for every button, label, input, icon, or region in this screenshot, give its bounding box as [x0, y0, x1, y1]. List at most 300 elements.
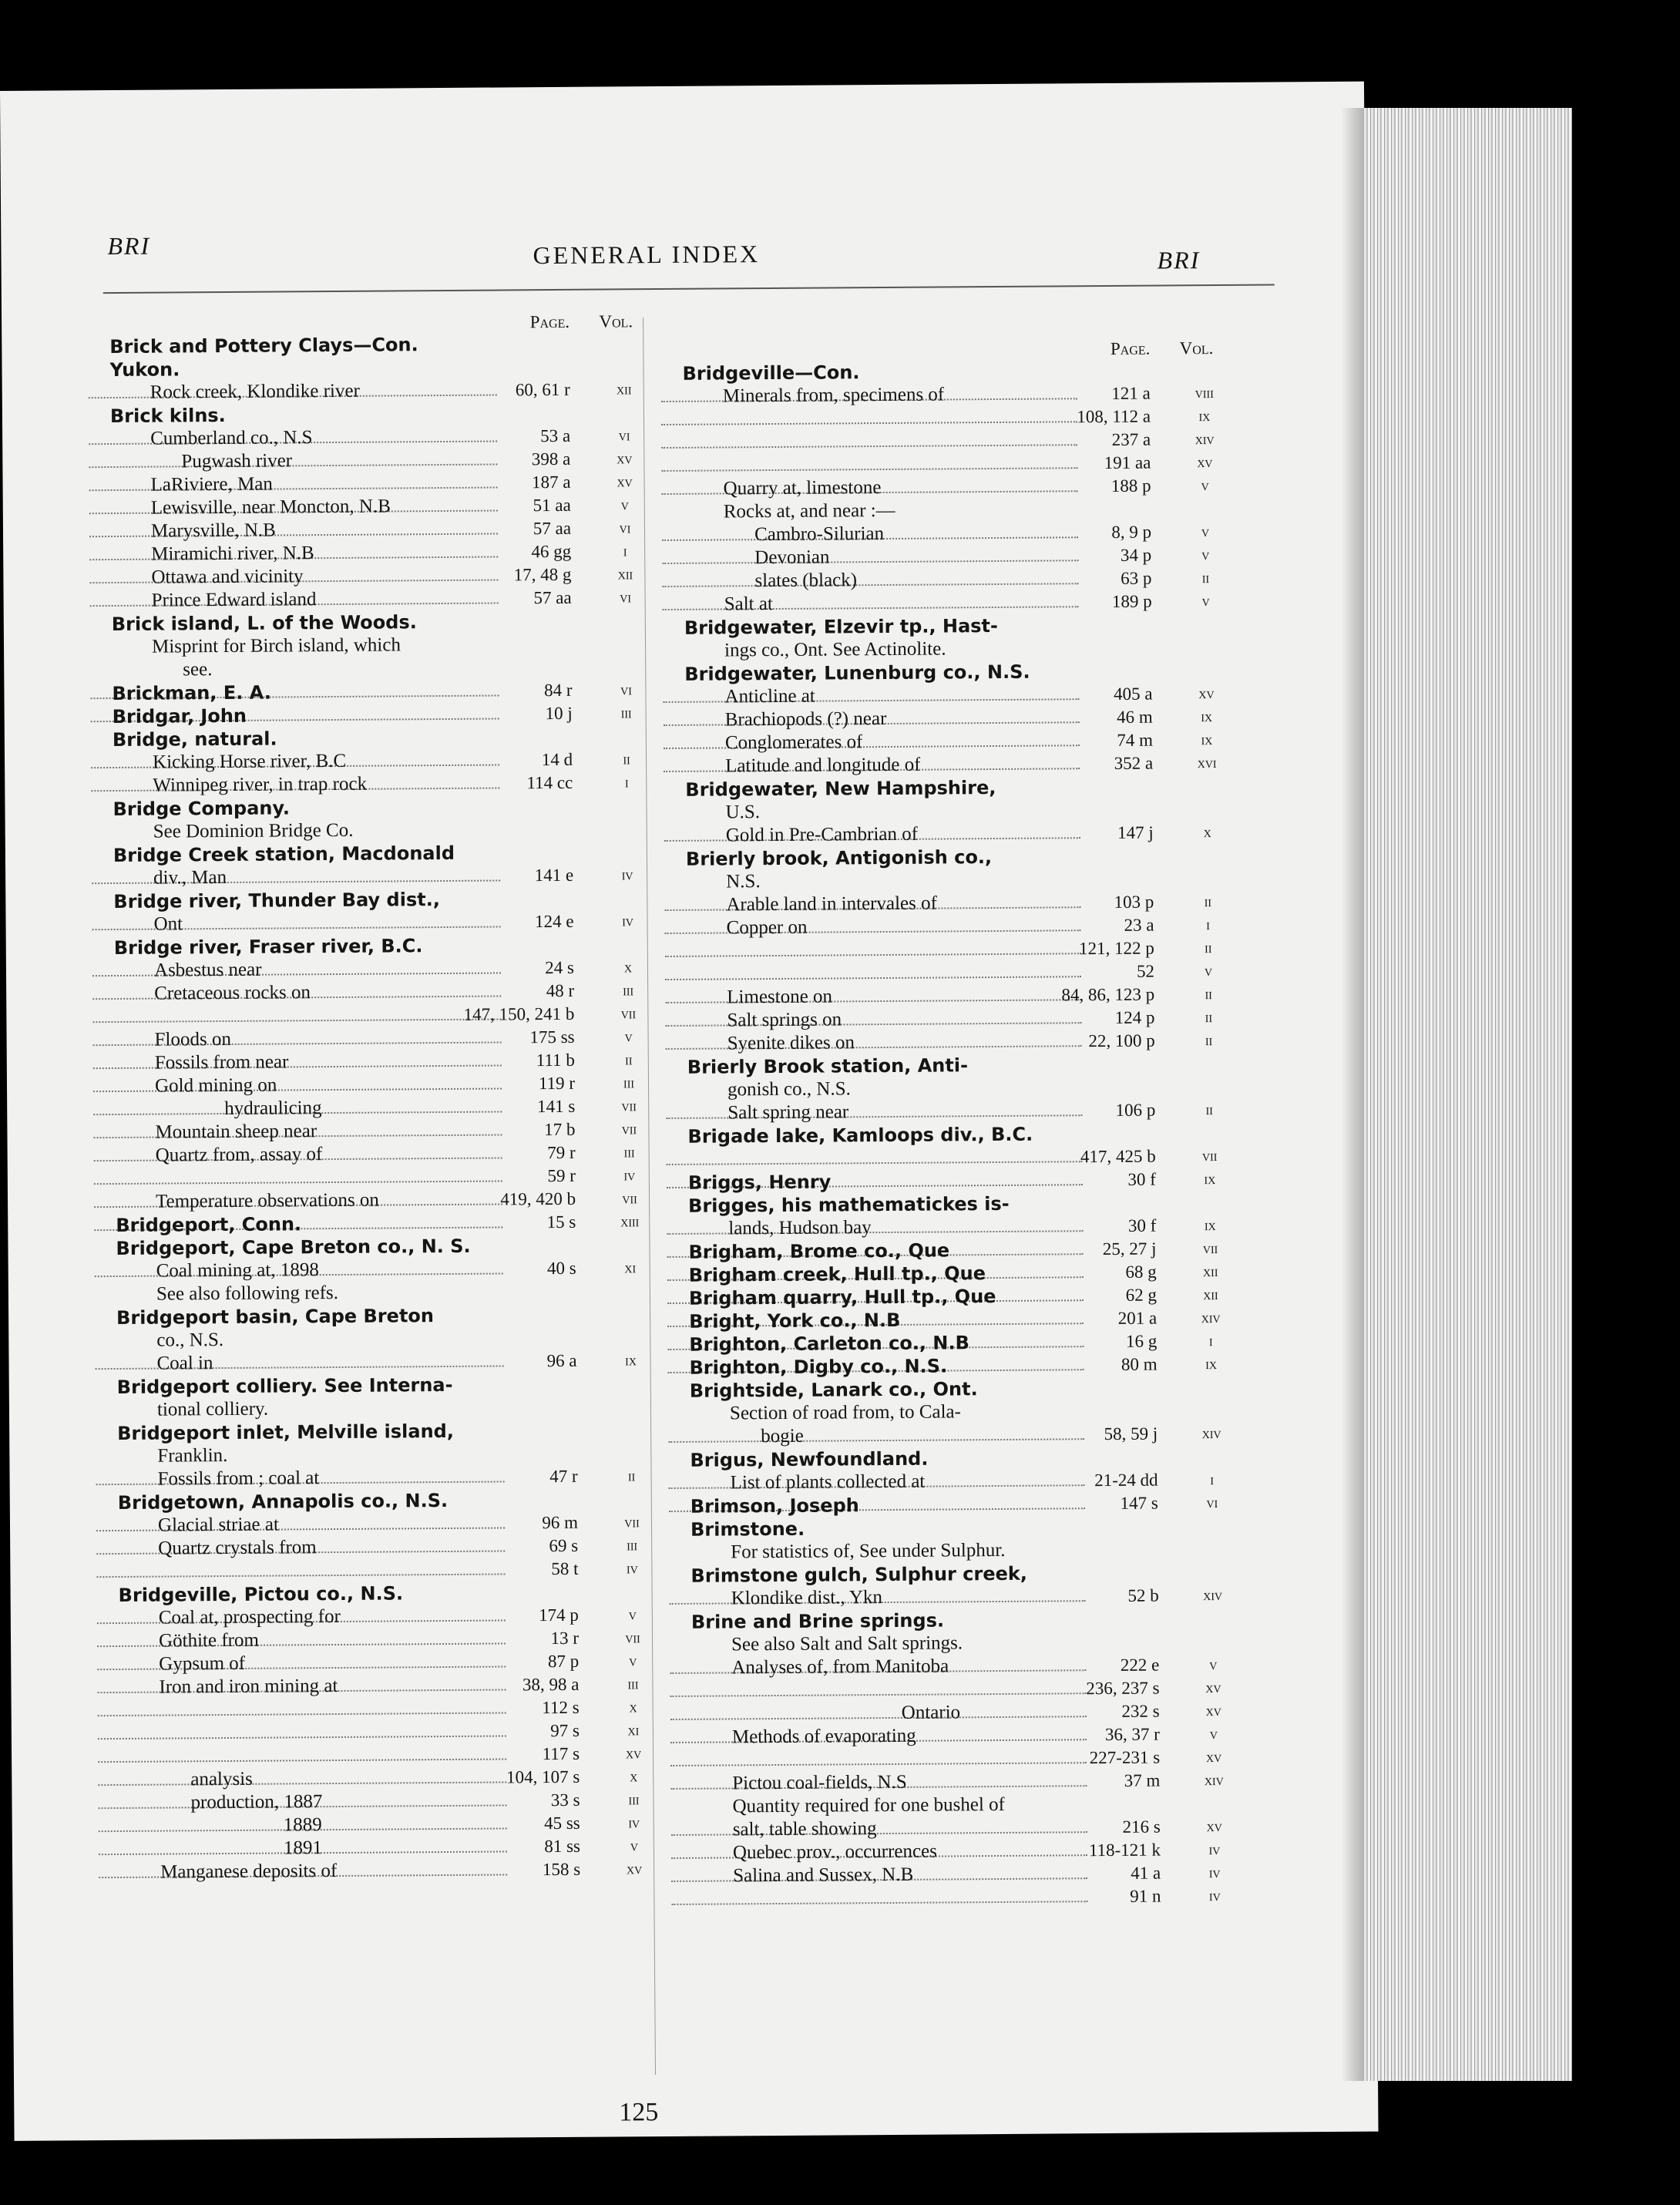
index-entries-left [88, 331, 657, 1884]
entry-page-ref: 84 r [543, 680, 573, 701]
entry-text: Brigges, his mathematickes is- [688, 1192, 1010, 1217]
entry-volume: x [623, 959, 633, 976]
entry-text: Brickman, E. A. [112, 681, 271, 705]
entry-page-ref: 80 m [1121, 1354, 1158, 1374]
entry-text: Section of road from, to Cala- [729, 1401, 962, 1424]
entry-page-ref: 16 g [1126, 1331, 1158, 1351]
entry-volume: ii [1204, 893, 1212, 911]
entry-page-ref: 22, 100 p [1088, 1030, 1155, 1051]
entry-page-ref: 57 aa [533, 518, 572, 539]
entry-text: Manganese deposits of [160, 1860, 338, 1883]
entry-text: Bridge river, Fraser river, B.C. [113, 935, 423, 959]
entry-text: Kicking Horse river, B.C [152, 750, 347, 773]
entry-text: gonish co., N.S. [727, 1078, 851, 1101]
entry-volume: vii [1202, 1240, 1218, 1258]
dot-leader [665, 953, 1081, 957]
entry-volume: ii [1205, 1009, 1213, 1027]
entry-page-ref: 158 s [542, 1859, 581, 1880]
dot-leader [98, 1758, 506, 1763]
entry-text: Brigham, Brome co., Que [688, 1239, 950, 1263]
entry-text: Lewisville, near Moncton, N.B [150, 496, 391, 519]
entry-text: Winnipeg river, in trap rock [153, 773, 368, 796]
entry-page-ref: 36, 37 r [1104, 1724, 1161, 1745]
entry-page-ref: 187 a [532, 472, 571, 492]
entry-volume: ix [1204, 1171, 1216, 1188]
entry-text: Miramichi river, N.B [151, 543, 314, 565]
entry-page-ref: 87 p [547, 1651, 580, 1672]
entry-page-ref: 174 p [538, 1605, 579, 1625]
entry-text: List of plants collected at [730, 1471, 926, 1494]
entry-text: Pictou coal-fields, N.S [732, 1771, 907, 1794]
entry-page-ref: 236, 237 s [1086, 1678, 1160, 1699]
entry-text: Bridgeville, Pictou co., N.S. [118, 1582, 404, 1606]
dot-leader [667, 1161, 1083, 1165]
entry-volume: vii [624, 1514, 640, 1531]
entry-text: Brigade lake, Kamloops div., B.C. [687, 1123, 1033, 1148]
entry-page-ref: 57 aa [533, 587, 572, 608]
entry-page-ref: 227-231 s [1089, 1747, 1161, 1768]
entry-page-ref: 419, 420 b [500, 1188, 576, 1209]
entry-text: Syenite dikes on [727, 1032, 855, 1054]
index-entries-right [660, 358, 1238, 1911]
entry-page-ref: 69 s [549, 1535, 579, 1556]
entry-volume: xv [1197, 454, 1213, 472]
entry-text: slates (black) [754, 570, 858, 592]
entry-text: Bridgeport colliery. See Interna- [116, 1373, 453, 1398]
entry-volume: iv [621, 866, 633, 884]
running-head-left: BRI [107, 231, 151, 260]
entry-volume: xiii [620, 1213, 640, 1231]
dot-leader [92, 1018, 501, 1023]
entry-text: production, 1887 [190, 1791, 323, 1813]
entry-text: LaRiviere, Man [150, 473, 273, 496]
entry-volume: xv [1198, 685, 1215, 703]
entry-text: Brigham creek, Hull tp., Que [688, 1262, 986, 1286]
entry-text: Quebec prov., occurrences [732, 1840, 937, 1864]
entry-page-ref: 121 a [1111, 383, 1151, 403]
index-entry [99, 1857, 657, 1884]
entry-volume: ix [1205, 1356, 1218, 1373]
entry-text: Quarry at, limestone [723, 477, 882, 499]
entry-text: Copper on [726, 916, 808, 939]
entry-page-ref: 188 p [1110, 476, 1151, 496]
entry-volume: v [629, 1652, 637, 1670]
entry-volume: vii [622, 1190, 637, 1208]
entry-volume: vii [625, 1629, 640, 1647]
entry-text: Rocks at, and near :— [723, 499, 895, 523]
entry-text: See also Salt and Salt springs. [731, 1632, 963, 1655]
entry-page-ref: 191 aa [1104, 452, 1151, 473]
entry-volume: xii [1203, 1286, 1218, 1304]
entry-text: Bridgetown, Annapolis co., N.S. [117, 1489, 449, 1514]
entry-page-ref: 63 p [1121, 568, 1152, 588]
entry-text: Brachiopods (?) near [724, 708, 887, 731]
vol-heading: Vol. [599, 311, 633, 331]
entry-text: See Dominion Bridge Co. [153, 819, 354, 842]
entry-text: 1889 [283, 1814, 322, 1836]
entry-volume: vi [619, 519, 631, 537]
entry-volume: ii [1205, 939, 1212, 957]
entry-volume: ix [1204, 1217, 1216, 1235]
entry-page-ref: 40 s [546, 1258, 576, 1279]
entry-page-ref: 417, 425 b [1080, 1146, 1156, 1167]
entry-text: See also following refs. [156, 1282, 339, 1305]
entry-text: Brierly Brook station, Anti- [687, 1054, 969, 1078]
entry-page-ref: 81 ss [544, 1836, 581, 1857]
entry-text: Latitude and longitude of [725, 754, 921, 777]
book-page-edges [1364, 108, 1572, 2081]
entry-page-ref: 46 m [1116, 707, 1153, 727]
running-head-title: GENERAL INDEX [533, 240, 761, 270]
entry-page-ref: 60, 61 r [515, 379, 570, 400]
entry-text: 1891 [283, 1837, 323, 1859]
entry-page-ref: 46 gg [531, 541, 572, 562]
entry-text: Bridgeville—Con. [682, 361, 860, 385]
entry-page-ref: 237 a [1111, 429, 1151, 449]
entry-page-ref: 15 s [546, 1212, 576, 1232]
entry-text: Brigus, Newfoundland. [690, 1447, 929, 1471]
entry-text: Gypsum of [159, 1652, 246, 1675]
dot-leader [670, 1762, 1087, 1766]
book-page [0, 82, 1379, 2141]
entry-text: Devonian [754, 546, 830, 569]
entry-text: co., N.S. [156, 1329, 224, 1351]
entry-text: ings co., Ont. See Actinolite. [724, 638, 946, 661]
entry-page-ref: 38, 98 a [522, 1674, 580, 1695]
entry-text: Arable land in intervales of [726, 892, 937, 916]
entry-text: Brierly brook, Antigonish co., [685, 846, 993, 870]
entry-volume: iii [628, 1791, 640, 1809]
entry-volume: xv [1205, 1748, 1222, 1766]
entry-page-ref: 23 a [1124, 915, 1154, 935]
entry-page-ref: 17, 48 g [513, 564, 572, 585]
entry-text: lands, Hudson bay [728, 1217, 872, 1239]
entry-volume: xiv [1203, 1586, 1223, 1605]
vol-heading: Vol. [1179, 338, 1214, 358]
entry-volume: xiv [1201, 1424, 1221, 1443]
entry-page-ref: 108, 112 a [1077, 406, 1151, 427]
entry-text: Bridgeport, Conn. [116, 1213, 302, 1236]
entry-text: Bridgeport basin, Cape Breton [116, 1305, 435, 1329]
entry-page-ref: 119 r [538, 1073, 576, 1094]
entry-volume: xvi [1197, 755, 1217, 772]
entry-text: Mountain sheep near [155, 1121, 318, 1143]
entry-volume: vi [618, 427, 630, 445]
entry-volume: ii [1205, 1032, 1213, 1050]
entry-volume: i [1210, 1471, 1215, 1489]
entry-page-ref: 33 s [550, 1790, 580, 1810]
entry-volume: vii [1201, 1148, 1218, 1165]
entry-page-ref: 10 j [545, 703, 573, 724]
entry-page-ref: 79 r [547, 1142, 576, 1163]
entry-volume: ix [1201, 731, 1213, 749]
dot-leader [665, 976, 1081, 980]
dot-leader [94, 1180, 502, 1185]
entry-text: Bridgar, John [112, 704, 247, 728]
entry-volume: v [624, 1028, 633, 1046]
entry-text: Methods of evaporating [731, 1725, 916, 1748]
entry-text: Cretaceous rocks on [154, 982, 311, 1004]
entry-volume: viii [1194, 385, 1214, 402]
entry-text: Bridgeport inlet, Melville island, [117, 1420, 455, 1444]
entry-page-ref: 147 j [1117, 822, 1154, 842]
entry-text: Rock creek, Klondike river [150, 380, 360, 403]
entry-volume: vii [621, 1121, 637, 1138]
entry-volume: x [629, 1699, 637, 1716]
entry-page-ref: 121, 122 p [1078, 938, 1154, 959]
entry-volume: xv [625, 1745, 642, 1763]
entry-text: Quartz crystals from [158, 1537, 317, 1559]
dot-leader [98, 1781, 506, 1786]
entry-text: Bridge Creek station, Macdonald [113, 842, 455, 866]
entry-page-ref: 405 a [1113, 684, 1153, 704]
entry-page-ref: 141 s [536, 1096, 576, 1117]
entry-text: Bridgewater, Elzevir tp., Hast- [684, 614, 999, 639]
entry-volume: v [1209, 1726, 1218, 1743]
entry-text: Brick island, L. of the Woods. [111, 611, 417, 636]
entry-volume: v [1201, 477, 1209, 495]
entry-text: Brimson, Joseph [690, 1494, 859, 1518]
entry-volume: iv [1208, 1841, 1221, 1859]
entry-text: Salt springs on [727, 1009, 842, 1031]
entry-page-ref: 112 s [542, 1697, 580, 1718]
entry-text: Glacial striae at [157, 1514, 279, 1536]
entry-volume: iii [627, 1676, 639, 1693]
entry-volume: iv [1208, 1864, 1221, 1882]
entry-page-ref: 17 b [544, 1119, 576, 1140]
entry-page-ref: 53 a [540, 425, 571, 446]
entry-page-ref: 111 b [536, 1050, 575, 1071]
entry-page-ref: 68 g [1125, 1262, 1157, 1282]
entry-text: Brighton, Carleton co., N.B [689, 1332, 969, 1356]
entry-page-ref: 30 f [1127, 1215, 1157, 1235]
entry-volume: vi [620, 589, 632, 607]
entry-text: Fossils from ; coal at [157, 1467, 320, 1490]
entry-text: Quartz from, assay of [155, 1144, 323, 1166]
entry-text: div., Man [153, 866, 227, 889]
entry-volume: v [1201, 523, 1210, 541]
index-column-right [660, 337, 1238, 1911]
entry-volume: vii [620, 1005, 637, 1023]
entry-page-ref: 141 e [534, 865, 574, 886]
entry-volume: ii [1205, 986, 1212, 1003]
dot-leader [663, 583, 1079, 587]
entry-text: Brighton, Digby co., N.S. [689, 1355, 948, 1379]
entry-page-ref: 25, 27 j [1102, 1239, 1157, 1259]
entry-text: analysis [190, 1768, 253, 1790]
entry-text: Pugwash river [181, 450, 293, 472]
entry-text: Asbestus near [153, 959, 262, 981]
entry-text: Conglomerates of [724, 731, 863, 754]
entry-text: Bridgewater, Lunenburg co., N.S. [684, 660, 1030, 685]
entry-volume: iii [627, 1537, 638, 1555]
entry-text: Salt spring near [727, 1101, 849, 1124]
entry-text: Bright, York co., N.B [689, 1309, 901, 1333]
entry-text: Analyses of, from Manitoba [731, 1655, 949, 1679]
entry-page-ref: 124 p [1114, 1007, 1155, 1027]
entry-text: Limestone on [727, 986, 833, 1008]
entry-page-ref: 117 s [542, 1743, 580, 1764]
entry-page-ref: 124 e [534, 911, 574, 932]
entry-page-ref: 91 n [1130, 1886, 1161, 1906]
entry-text: Salina and Sussex, N.B [733, 1864, 914, 1887]
entry-page-ref: 96 a [546, 1350, 577, 1371]
entry-page-ref: 52 b [1127, 1585, 1159, 1605]
entry-text: Cambro-Silurian [754, 523, 885, 546]
entry-page-ref: 37 m [1124, 1770, 1161, 1790]
entry-text: Franklin. [157, 1444, 228, 1467]
running-head-right: BRI [1157, 246, 1201, 274]
entry-text: see. [183, 659, 213, 681]
entry-text: U.S. [725, 802, 761, 823]
entry-volume: ii [1205, 1101, 1214, 1119]
dot-leader [668, 1438, 1084, 1443]
dot-leader [98, 1735, 506, 1739]
entry-text: Brimstone. [690, 1518, 805, 1541]
entry-text: Göthite from [158, 1629, 259, 1652]
entry-page-ref: 58 t [551, 1558, 579, 1579]
entry-page-ref: 352 a [1114, 753, 1154, 773]
entry-text: Brine and Brine springs. [690, 1609, 945, 1633]
dot-leader [661, 444, 1077, 449]
entry-text: Brightside, Lanark co., Ont. [689, 1378, 978, 1402]
page-heading: Page. [529, 311, 570, 332]
entry-page-ref: 41 a [1131, 1863, 1161, 1883]
entry-volume: vi [1206, 1494, 1218, 1512]
dot-leader [671, 1901, 1087, 1905]
entry-page-ref: 52 [1136, 961, 1155, 981]
entry-text: For statistics of, See under Sulphur. [731, 1539, 1006, 1563]
dot-leader [670, 1692, 1087, 1697]
entry-text: Yukon. [109, 358, 180, 382]
entry-text: Bridge Company. [113, 797, 291, 820]
entry-volume: i [1206, 916, 1210, 934]
entry-page-ref: 189 p [1111, 591, 1152, 611]
entry-volume: iv [626, 1560, 638, 1578]
entry-text: Klondike dist., Ykn [731, 1587, 883, 1609]
entry-text: Bridgeport, Cape Breton co., N. S. [116, 1235, 471, 1259]
entry-volume: xiv [1204, 1771, 1224, 1790]
entry-text: Brigham quarry, Hull tp., Que [688, 1286, 996, 1309]
entry-page-ref: 14 d [541, 749, 573, 770]
entry-text: Anticline at [724, 685, 815, 708]
entry-page-ref: 45 ss [543, 1813, 580, 1834]
entry-text: Briggs, Henry [687, 1171, 832, 1194]
entry-page-ref: 147 s [1120, 1493, 1158, 1513]
entry-page-ref: 24 s [545, 957, 575, 978]
entry-page-ref: 97 s [550, 1720, 580, 1741]
entry-volume: xv [617, 450, 633, 468]
entry-volume: xv [626, 1860, 643, 1878]
entry-text: Ont [153, 913, 183, 935]
entry-volume: xv [617, 473, 633, 491]
entry-text: Bridgewater, New Hampshire, [685, 776, 996, 801]
entry-volume: ii [623, 751, 630, 768]
entry-volume: xv [1205, 1679, 1221, 1697]
entry-volume: ii [1201, 570, 1210, 587]
dot-leader [96, 1573, 505, 1578]
entry-volume: xi [627, 1722, 640, 1739]
header-rule [103, 284, 1275, 294]
page-heading: Page. [1110, 338, 1151, 358]
entry-volume: iv [623, 1167, 636, 1185]
entry-volume: x [1203, 824, 1211, 842]
entry-volume: v [1201, 546, 1210, 564]
entry-volume: ix [1198, 408, 1211, 425]
entry-volume: ii [627, 1467, 636, 1485]
entry-page-ref: 96 m [542, 1512, 579, 1533]
entry-page-ref: 216 s [1122, 1817, 1161, 1837]
entry-volume: iii [620, 704, 632, 722]
entry-volume: v [630, 1837, 639, 1855]
entry-text: Fossils from near [154, 1051, 289, 1074]
entry-page-ref: 13 r [550, 1628, 580, 1649]
entry-volume: x [630, 1768, 638, 1786]
entry-volume: xv [1205, 1702, 1221, 1720]
entry-volume: xii [617, 566, 633, 583]
entry-page-ref: 104, 107 s [506, 1766, 580, 1787]
entry-volume: iv [622, 913, 634, 930]
entry-text: Salt at [724, 593, 773, 615]
entry-page-ref: 106 p [1115, 1100, 1156, 1120]
entry-volume: iii [623, 1074, 635, 1092]
entry-volume: v [1204, 963, 1213, 980]
entry-page-ref: 48 r [546, 980, 575, 1001]
dot-leader [98, 1712, 506, 1716]
entry-page-ref: 103 p [1114, 892, 1154, 912]
entry-page-ref: 175 ss [529, 1027, 575, 1047]
entry-text: Iron and iron mining at [159, 1675, 338, 1698]
dot-leader [89, 464, 497, 469]
page-number: 125 [619, 2098, 659, 2127]
entry-volume: iii [623, 982, 634, 1000]
entry-volume: xiv [1201, 1309, 1221, 1327]
entry-page-ref: 118-121 k [1088, 1840, 1161, 1860]
entry-volume: ix [625, 1352, 637, 1370]
entry-text: Marysville, N.B [150, 519, 276, 542]
dot-leader [670, 1716, 1087, 1720]
entry-text: Minerals from, specimens of [722, 384, 945, 407]
entry-page-ref: 84, 86, 123 p [1061, 984, 1155, 1005]
entry-text: Prince Edward island [151, 589, 317, 611]
entry-page-ref: 201 a [1117, 1308, 1158, 1328]
entry-text: Gold mining on [154, 1074, 277, 1097]
entry-volume: xii [616, 381, 632, 398]
entry-page-ref: 58, 59 j [1104, 1424, 1158, 1444]
entry-page-ref: 222 e [1120, 1655, 1160, 1675]
index-column-left [88, 310, 657, 1884]
entry-page-ref: 30 f [1127, 1169, 1156, 1189]
dot-leader [661, 421, 1077, 425]
index-entry [671, 1884, 1238, 1911]
entry-page-ref: 114 cc [526, 772, 573, 793]
entry-volume: xii [1202, 1263, 1218, 1281]
entry-text: Floods on [154, 1028, 232, 1050]
entry-text: hydraulicing [224, 1097, 322, 1119]
entry-text: Coal in [156, 1353, 213, 1374]
entry-page-ref: 51 aa [533, 495, 571, 516]
dot-leader [662, 560, 1078, 564]
entry-text: bogie [761, 1425, 804, 1447]
entry-text: Misprint for Birch island, which [151, 634, 402, 657]
entry-volume: v [1209, 1656, 1218, 1674]
entry-volume: ii [625, 1051, 633, 1069]
entry-text: N.S. [726, 871, 761, 892]
entry-page-ref: 47 r [549, 1466, 578, 1487]
entry-text: salt, table showing [732, 1818, 877, 1840]
entry-text: Ottawa and vicinity [151, 566, 304, 588]
entry-page-ref: 398 a [531, 449, 571, 469]
